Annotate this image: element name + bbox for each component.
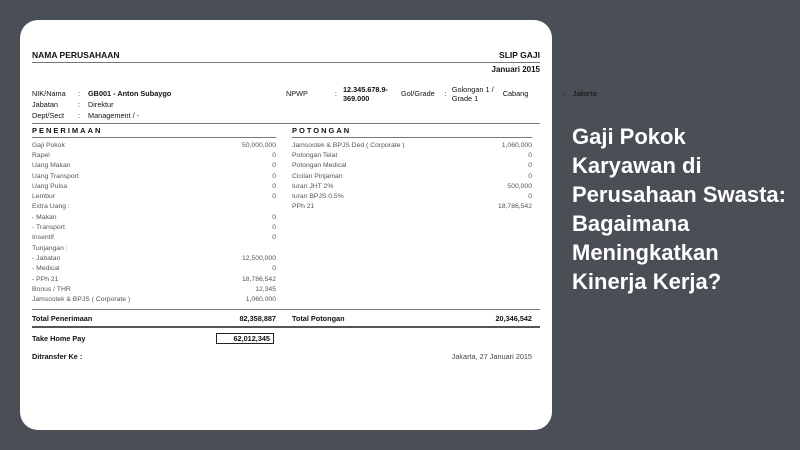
info-line: [503, 88, 597, 99]
info-line: [32, 110, 286, 121]
divider: [32, 309, 540, 310]
take-home-label: Take Home Pay: [32, 334, 86, 344]
line-item-value: 18,786,542: [241, 275, 276, 283]
line-item-value: 0: [272, 265, 276, 273]
line-item-label: Jamsostek & BPJS Ded ( Corporate ): [292, 141, 405, 149]
line-item-label: PPh 21: [292, 203, 315, 211]
info-separator: :: [78, 100, 81, 109]
penerimaan-heading: PENERIMAAN: [32, 126, 103, 135]
info-label: Dept/Sect: [32, 111, 65, 120]
penerimaan-section: [32, 126, 286, 305]
line-item-label: Potongan Medical: [292, 162, 347, 170]
line-item-label: Uang Makan: [32, 162, 71, 170]
line-item-label: Tunjangan :: [32, 244, 68, 252]
divider: [32, 326, 540, 328]
line-item: [32, 264, 276, 274]
slip-title: SLIP GAJI: [499, 50, 540, 60]
info-label: Jabatan: [32, 100, 58, 109]
totals-row: [32, 314, 540, 323]
line-item-value: 0: [272, 224, 276, 232]
potongan-heading: POTONGAN: [292, 126, 352, 135]
line-item-label: Bonus / THR: [32, 285, 71, 293]
line-item-value: 0: [272, 234, 276, 242]
info-label: Cabang: [502, 89, 529, 98]
employee-info-left: [32, 88, 286, 121]
line-item-label: Extra Uang :: [32, 203, 70, 211]
total-potongan-value: 20,346,542: [495, 313, 532, 323]
divider: [32, 137, 276, 138]
line-item-value: 0: [272, 162, 276, 170]
employee-info-right: [286, 84, 597, 121]
transfer-row: [32, 352, 540, 361]
line-item-label: Uang Pulsa: [32, 182, 68, 190]
divider: [292, 137, 532, 138]
line-item: [292, 171, 532, 181]
potongan-list: [292, 140, 532, 212]
line-item-value: 0: [528, 162, 532, 170]
line-item: [32, 222, 276, 232]
divider: [32, 62, 540, 63]
line-item: [32, 294, 276, 304]
line-item: [32, 202, 276, 212]
line-item: [292, 181, 532, 191]
company-name: NAMA PERUSAHAAN: [32, 50, 120, 60]
line-item-label: Potongan Telat: [292, 151, 338, 159]
info-separator: :: [334, 89, 337, 98]
potongan-section: [286, 126, 540, 305]
line-item: [32, 233, 276, 243]
info-label: NPWP: [286, 89, 308, 98]
total-potongan-label: Total Potongan: [292, 313, 345, 323]
line-item-value: 0: [528, 172, 532, 180]
info-label: NIK/Nama: [32, 89, 66, 98]
line-item: [32, 140, 276, 150]
info-line: [32, 88, 286, 99]
line-item-value: 50,000,000: [241, 141, 276, 149]
line-item: [292, 150, 532, 160]
line-item: [292, 140, 532, 150]
line-item-value: 0: [272, 182, 276, 190]
line-item-label: - Medical: [32, 265, 60, 273]
take-home-value: 62,012,345: [216, 333, 274, 344]
line-item-value: 0: [272, 151, 276, 159]
line-item-value: 0: [272, 193, 276, 201]
line-item-label: Gaji Pokok: [32, 141, 65, 149]
line-item-value: 0: [528, 151, 532, 159]
transfer-label: Ditransfer Ke :: [32, 351, 83, 361]
line-item-value: 500,000: [507, 182, 532, 190]
info-value: 12.345.678.9-369.000: [342, 84, 388, 103]
line-item-label: - PPh 21: [32, 275, 59, 283]
line-item: [32, 161, 276, 171]
line-item-value: 1,060,000: [245, 296, 276, 304]
line-item-label: Rapel: [32, 151, 50, 159]
line-item-label: Cicilan Pinjaman: [292, 172, 343, 180]
info-separator: :: [562, 89, 565, 98]
line-item: [32, 253, 276, 263]
divider: [32, 123, 540, 124]
line-item: [32, 171, 276, 181]
line-item-label: Insentif: [32, 234, 54, 242]
line-item: [32, 284, 276, 294]
line-item-value: 0: [272, 172, 276, 180]
line-item: [32, 150, 276, 160]
payslip-document: [32, 50, 597, 361]
line-item: [292, 191, 532, 201]
info-line: [32, 99, 286, 110]
line-item: [32, 212, 276, 222]
line-item-value: 18,786,542: [497, 203, 532, 211]
info-separator: :: [78, 89, 81, 98]
line-item-label: Iuran JHT 2%: [292, 182, 334, 190]
line-item-label: Iuran BPJS 0.5%: [292, 193, 344, 201]
line-item-label: Lembur: [32, 193, 56, 201]
info-separator: :: [78, 111, 81, 120]
penerimaan-list: [32, 140, 276, 305]
employee-info: [32, 84, 597, 121]
line-item-label: - Makan: [32, 213, 57, 221]
line-item: [32, 191, 276, 201]
line-item-value: 0: [272, 213, 276, 221]
info-separator: :: [444, 89, 447, 98]
line-item-label: Uang Transport: [32, 172, 79, 180]
slip-period: Januari 2015: [491, 65, 540, 74]
info-value: Golongan 1 / Grade 1: [451, 84, 494, 103]
line-item-label: Jamsostek & BPJS ( Corporate ): [32, 296, 131, 304]
info-value: Direktur: [88, 100, 114, 109]
payslip-card: [20, 20, 597, 430]
line-item: [32, 181, 276, 191]
line-item: [32, 274, 276, 284]
info-value: Jakarta: [572, 89, 597, 98]
line-item-label: - Jabatan: [32, 254, 61, 262]
take-home-row: [32, 332, 540, 346]
date-place: Jakarta, 27 Januari 2015: [451, 351, 532, 361]
slip-sections: [32, 126, 540, 305]
line-item-value: 12,345: [255, 285, 276, 293]
line-item-label: - Transport: [32, 224, 65, 232]
info-value: GB001 - Anton Subaygo: [88, 89, 172, 98]
line-item: [32, 243, 276, 253]
info-line: [286, 84, 401, 103]
info-label: Gol/Grade: [401, 89, 435, 98]
headline: Gaji Pokok Karyawan di Perusahaan Swasta: Bagaimana Meningkatkan Kinerja Kerja?: [572, 124, 786, 294]
line-item-value: 0: [528, 193, 532, 201]
line-item-value: 1,060,000: [501, 141, 532, 149]
total-penerimaan-value: 82,358,887: [239, 313, 276, 323]
line-item: [292, 161, 532, 171]
total-penerimaan-label: Total Penerimaan: [32, 313, 93, 323]
line-item: [292, 202, 532, 212]
line-item-value: 12,500,000: [241, 254, 276, 262]
info-value: Management / -: [88, 111, 140, 120]
info-line: [401, 84, 503, 103]
